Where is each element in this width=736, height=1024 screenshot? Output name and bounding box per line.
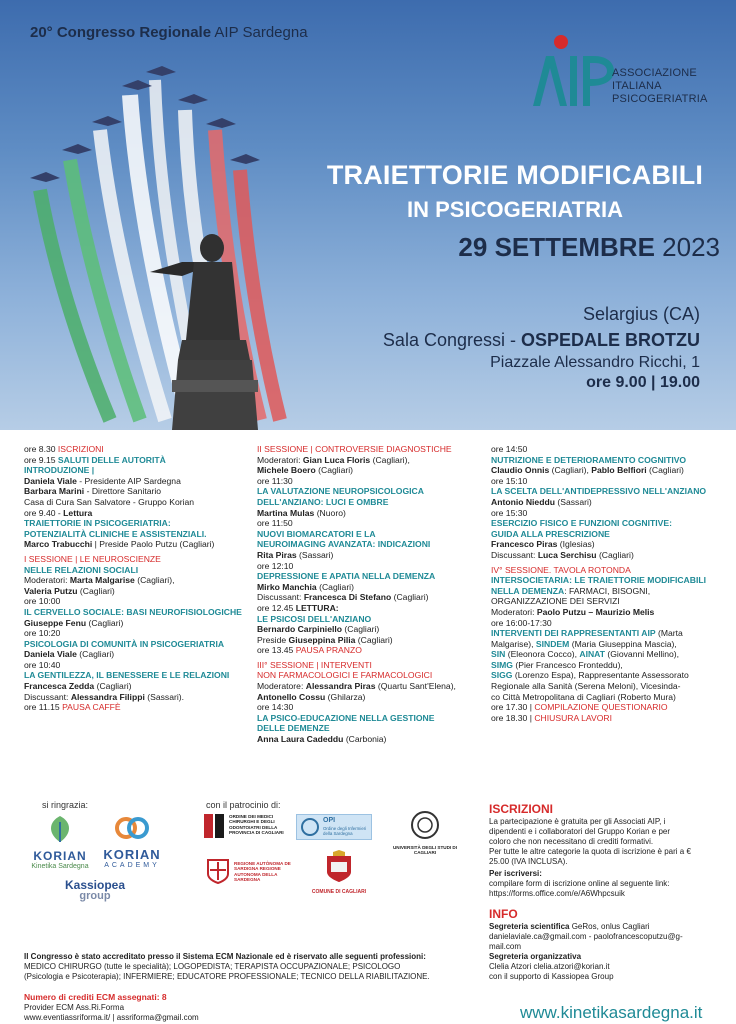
regione-crest-icon	[206, 858, 230, 884]
korian-academy-logo: KORIAN ACADEMY	[92, 814, 172, 876]
program-line: ore 13.45 PAUSA PRANZO	[257, 645, 362, 656]
program-line: ore 10:00	[24, 596, 61, 607]
scientific-email-link[interactable]: danielaviale.ca@gmail.com - paolofrancescoputzu@g-	[489, 932, 683, 941]
program-line: Discussant: Francesca Di Stefano (Cagliari)	[257, 592, 429, 603]
korian-kinetika-logo: KORIAN Kinetika Sardegna	[20, 814, 100, 876]
program-line: NUOVI BIOMARCATORI E LA	[257, 528, 376, 539]
program-line: ore 11:30	[257, 475, 293, 486]
program-line: INTERVENTI DEI RAPPRESENTANTI AIP (Marta	[491, 628, 683, 639]
kassiopea-logo: Kassiopea group	[64, 878, 126, 902]
knot-icon	[112, 814, 152, 842]
comune-crest-icon	[319, 850, 359, 884]
program-line: INTERSOCIETARIA: LE TRAIETTORIE MODIFICABILI	[491, 575, 706, 586]
program-line: LA PSICO-EDUCAZIONE NELLA GESTIONE	[257, 712, 435, 723]
event-hours: ore 9.00 | 19.00	[586, 374, 700, 391]
program-line: Martina Mulas (Nuoro)	[257, 507, 346, 518]
provider-links[interactable]: www.eventiassriforma.it/ | assriforma@gmail.com	[24, 1013, 199, 1022]
program-line: IL CERVELLO SOCIALE: BASI NEUROFISIOLOGICHE	[24, 606, 242, 617]
program-line: ore 15:30	[491, 507, 528, 518]
program-column-3	[491, 444, 721, 723]
program-line: Giuseppe Fenu (Cagliari)	[24, 617, 124, 628]
leaf-icon	[40, 814, 80, 844]
program-line: Francesco Piras (Iglesias)	[491, 539, 595, 550]
iscrizioni-signup: Per iscriversi: compilare form di iscrizione online al seguente link: https://forms.office.com/e/A6Whpcsuik	[489, 869, 721, 899]
program-line: Casa di Cura San Salvatore - Gruppo Korian	[24, 496, 195, 507]
program-line: ore 10:20	[24, 628, 61, 639]
program-line: Daniela Viale (Cagliari)	[24, 649, 115, 660]
event-date: 29 SETTEMBRE 2023	[458, 232, 720, 262]
ordine-mark-icon	[204, 814, 226, 838]
program-line: POTENZIALITÀ CLINICHE E ASSISTENZIALI.	[24, 528, 207, 539]
program-line: Moderatori: Gian Luca Floris (Cagliari),	[257, 454, 410, 465]
program-line: Daniela Viale - Presidente AIP Sardegna	[24, 475, 181, 486]
program-line: Francesca Zedda (Cagliari)	[24, 681, 132, 692]
program-line: ore 15:10	[491, 475, 528, 486]
program-line: I SESSIONE | LE NEUROSCIENZE	[24, 553, 161, 564]
patronage-label: con il patrocinio di:	[206, 800, 281, 810]
program-line: ORGANIZZAZIONE DEI SERVIZI	[491, 596, 620, 607]
program-line: ore 9.15 SALUTI DELLE AUTORITÀ	[24, 454, 166, 465]
organizing-email-link[interactable]: Clelia Atzori clelia.atzori@korian.it	[489, 962, 610, 971]
program-line: Barbara Marini - Direttore Sanitario	[24, 486, 162, 497]
program-line: III° SESSIONE | INTERVENTI	[257, 659, 372, 670]
program-line: LE PSICOSI DELL'ANZIANO	[257, 613, 372, 624]
regione-sardegna-logo: REGIONE AUTÒNOMA DE SARDIGNA REGIONE AUTONOMA DELLA SARDEGNA	[206, 858, 298, 888]
program-line: LA GENTILEZZA, IL BENESSERE E LE RELAZIONI	[24, 670, 230, 681]
program-line: SIGG (Lorenzo Espa), Rappresentante Assessorato	[491, 670, 689, 681]
program-line: II SESSIONE | CONTROVERSIE DIAGNOSTICHE	[257, 444, 452, 454]
program-line: IV° SESSIONE. TAVOLA ROTONDA	[491, 564, 631, 575]
unica-logo: UNIVERSITÀ DEGLI STUDI DI CAGLIARI	[382, 810, 468, 854]
program-line: ore 10:40	[24, 659, 61, 670]
program-line: Moderatore: Alessandra Piras (Quartu Sant'Elena),	[257, 681, 456, 692]
program-line: ore 12:10	[257, 560, 294, 571]
program-line: DEPRESSIONE E APATIA NELLA DEMENZA	[257, 571, 436, 582]
program-line: Moderatori: Marta Malgarise (Cagliari),	[24, 575, 175, 586]
aip-association-name: ASSOCIAZIONE ITALIANA PSICOGERIATRIA	[612, 67, 708, 105]
ecm-provider: Provider ECM Ass.Ri.Forma	[24, 1003, 125, 1012]
program-line: Preside Giuseppina Pilia (Cagliari)	[257, 634, 393, 645]
program-line: Anna Laura Cadeddu (Carbonia)	[257, 734, 387, 745]
info-heading: INFO	[489, 907, 518, 921]
program-line: SIMG (Pier Francesco Fronteddu),	[491, 659, 623, 670]
program-line: ore 14:30	[257, 702, 294, 713]
opi-logo: OPI Ordine degli Infermieri della Sardegna	[296, 814, 372, 840]
program-line: GUIDA ALLA PRESCRIZIONE	[491, 528, 610, 539]
ordine-medici-logo: ORDINE DEI MEDICI CHIRURGHI E DEGLI ODONTOIATRI DELLA PROVINCIA DI CAGLIARI	[204, 812, 296, 842]
congress-edition: 20° Congresso Regionale AIP Sardegna	[30, 24, 308, 41]
event-title-line2: IN PSICOGERIATRIA	[407, 197, 623, 222]
program-column-2	[257, 444, 487, 745]
program-line: NELLA DEMENZA: FARMACI, BISOGNI,	[491, 585, 651, 596]
program-line: DELLE DEMENZE	[257, 723, 330, 734]
comune-cagliari-logo: COMUNE DI CAGLIARI	[306, 850, 372, 896]
program-line: DELL'ANZIANO: LUCI E OMBRE	[257, 496, 389, 507]
info-text: Segreteria scientifica GeRos, onlus Cagliari danielaviale.ca@gmail.com - paolofrancescoputzu@g- mail.com Segreteria organizzativa Clelia Atzori clelia.atzori@korian.it con il supporto di Kassiopea Group	[489, 922, 721, 982]
thanks-label: si ringrazia:	[42, 800, 89, 810]
program-line: ore 11.15 PAUSA CAFFÈ	[24, 702, 121, 713]
signup-link[interactable]: https://forms.office.com/e/A6Whpcsuik	[489, 889, 625, 898]
program-line: Mirko Manchia (Cagliari)	[257, 581, 354, 592]
program-line: TRAIETTORIE IN PSICOGERIATRIA:	[24, 518, 171, 529]
hero-banner	[0, 0, 736, 430]
ecm-accreditation-text: Il Congresso è stato accreditato presso il Sistema ECM Nazionale ed è riservato alle seguenti professioni: MEDICO CHIRURGO (tutte le specialità); LOGOPEDISTA; TERAPISTA OCCUPAZIONALE; PSICOLOGO (Psicologia e Psicoterapia); INFERMIERE; EDUCATORE PROFESSIONALE; TECNICO DELLA RIABILITAZIONE.	[24, 952, 430, 981]
program-line: LA SCELTA DELL'ANTIDEPRESSIVO NELL'ANZIANO	[491, 486, 707, 497]
iscrizioni-heading: ISCRIZIONI	[489, 802, 554, 816]
program-line: Bernardo Carpiniello (Cagliari)	[257, 624, 380, 635]
program-column-1	[24, 444, 252, 713]
program-line: Discussant: Luca Serchisu (Cagliari)	[491, 549, 634, 560]
program-line: ore 18.30 | CHIUSURA LAVORI	[491, 712, 613, 723]
program-line: Malgarise), SINDEM (Maria Giuseppina Mascia),	[491, 638, 677, 649]
program-line: PSICOLOGIA DI COMUNITÀ IN PSICOGERIATRIA	[24, 638, 225, 649]
program-line: NON FARMACOLOGICI E FARMACOLOGICI	[257, 670, 433, 681]
program-line: INTRODUZIONE |	[24, 465, 95, 476]
website-link[interactable]: www.kinetikasardegna.it	[520, 1003, 703, 1022]
program-line: ore 16:00-17:30	[491, 617, 552, 628]
program-line: co Città Metropolitana di Cagliari (Roberto Mura)	[491, 691, 676, 702]
program-line: Michele Boero (Cagliari)	[257, 465, 353, 476]
program-line: Rita Piras (Sassari)	[257, 549, 334, 560]
program-line: NUTRIZIONE E DETERIORAMENTO COGNITIVO	[491, 454, 687, 465]
venue-hall: Sala Congressi - OSPEDALE BROTZU	[382, 330, 700, 350]
iscrizioni-text: La partecipazione è gratuita per gli Associati AIP, i dipendenti e i collaboratori del Gruppo Korian e per coloro che non necessitano di crediti formativi. Per tutte le altre categorie la quota di iscrizione è pari a € 25.00 (IVA INCLUSA).	[489, 817, 691, 866]
program-line: ore 17.30 | COMPILAZIONE QUESTIONARIO	[491, 702, 668, 713]
program-line: ore 9.40 - Lettura	[24, 507, 93, 518]
program-schedule	[14, 432, 726, 792]
program-line: Antonello Cossu (Ghilarza)	[257, 691, 366, 702]
program-line: ore 11:50	[257, 518, 293, 529]
program-line: ore 14:50	[491, 444, 528, 454]
program-line: Marco Trabucchi | Preside Paolo Putzu (Cagliari)	[24, 539, 215, 550]
program-line: ESERCIZIO FISICO E FUNZIONI COGNITIVE:	[491, 518, 672, 529]
program-line: NEUROIMAGING AVANZATA: INDICAZIONI	[257, 539, 431, 550]
program-line: ore 12.45 LETTURA:	[257, 602, 339, 613]
event-title-line1: TRAIETTORIE MODIFICABILI	[326, 160, 704, 190]
program-line: Regionale alla Sanità (Serena Meloni), Vicesinda-	[491, 681, 681, 692]
program-line: Claudio Onnis (Cagliari), Pablo Belfiori (Cagliari)	[491, 465, 684, 476]
opi-mark-icon	[300, 817, 320, 837]
program-line: SIN (Eleonora Cocco), AINAT (Giovanni Mellino),	[491, 649, 680, 660]
university-seal-icon	[410, 810, 440, 840]
program-line: Antonio Nieddu (Sassari)	[491, 496, 592, 507]
program-line: NELLE RELAZIONI SOCIALI	[24, 564, 139, 575]
ecm-credits: Numero di crediti ECM assegnati: 8	[24, 992, 167, 1002]
venue-city: Selargius (CA)	[582, 304, 700, 324]
program-line: Discussant: Alessandra Filippi (Sassari).	[24, 691, 184, 702]
program-line: LA VALUTAZIONE NEUROPSICOLOGICA	[257, 486, 424, 497]
venue-address: Piazzale Alessandro Ricchi, 1	[490, 354, 700, 371]
program-line: ore 8.30 ISCRIZIONI	[24, 444, 104, 454]
program-line: Valeria Putzu (Cagliari)	[24, 585, 115, 596]
program-line: Moderatori: Paolo Putzu – Maurizio Melis	[491, 606, 655, 617]
